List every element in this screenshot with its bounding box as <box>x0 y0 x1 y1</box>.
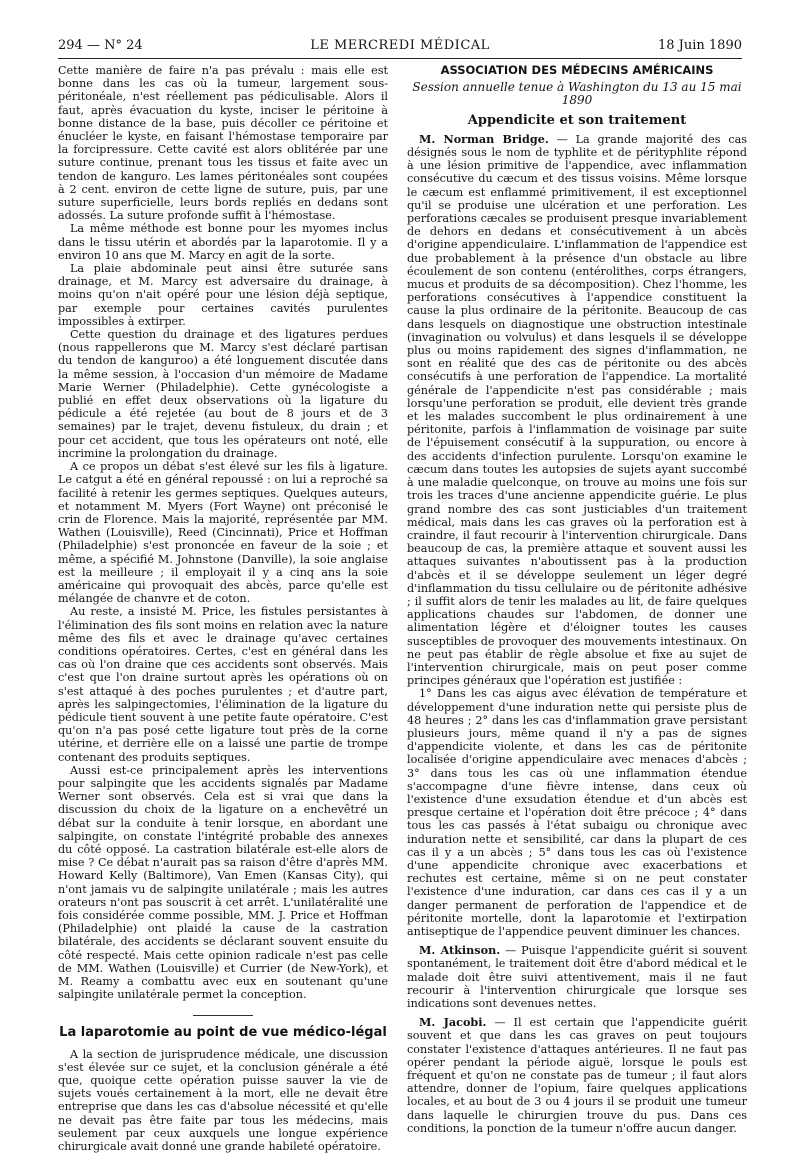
section-title: La laparotomie au point de vue médico-légal <box>59 1025 387 1041</box>
paragraph: Cette manière de faire n'a pas prévalu : mais elle est bonne dans les cas où la tumeur, largement sous-péritonéale, n'est réellement pas pédiculisable. Alors il faut, après évacuation du kyste, inciser le péritoine à bonne distance de la base, puis décoller ce péritoine et énucléer le kyste, en faisant l'hémostase temporaire par la forcipressure. Cette cavité est alors oblitérée par une suture continue, prenant tous les tissus et faite avec un tendon de kanguro. Les lames péritonéales sont coupées à 2 cent. environ de cette ligne de suture, puis, par une suture superficielle, leurs bords repliés en dedans sont adossés. La suture profonde suffit à l'hémostase. <box>58 64 388 223</box>
article-title: Appendicite et son traitement <box>467 112 687 128</box>
page-number: 294 — N° 24 <box>58 38 143 53</box>
paragraph: La plaie abdominale peut ainsi être suturée sans drainage, et M. Marcy est adversaire du drainage, à moins qu'on n'ait opéré pour une lésion déjà septique, par exemple pour certaines cavités purulentes impossibles à extirper. <box>58 262 388 328</box>
speaker-paragraph-atkinson <box>407 944 747 1010</box>
paragraph: La même méthode est bonne pour les myomes inclus dans le tissu utérin et abordés par la laparotomie. Il y a environ 10 ans que M. Marcy en agit de la sorte. <box>58 222 388 262</box>
page-header <box>58 36 742 56</box>
left-column <box>58 64 388 1153</box>
speaker-paragraph-jacobi <box>407 1016 747 1135</box>
speaker-text: — La grande majorité des cas désignés sous le nom de typhlite et de pérityphlite répond à une lésion primitive de l'appendice, avec inflammation consécutive du cæcum et des tissus voisins. Même lorsque le cæcum est enflammé primitivement, il est exceptionnel qu'il se produise une ulcération et une perforation. Les perforations cæcales se produisent presque invariablement de dehors en dedans et consécutivement à un abcès d'origine appendiculaire. L'inflammation de l'appendice est due probablement à la présence d'un obstacle au libre écoulement de son contenu (entérolithes, corps étrangers, mucus et produits de sa décomposition). Chez l'homme, les perforations consécutives à l'appendice constituent la cause la plus ordinaire de la péritonite. Beaucoup de cas dans lesquels on diagnostique une obstruction intestinale (invagination ou volvulus) et dans lesquels il se développe plus ou moins rapidement des signes d'inflammation, ne sont en réalité que des cas de péritonite ou des abcès consécutifs à une perforation de l'appendice. La mortalité générale de l'appendicite n'est pas considérable ; mais lorsqu'une perforation se produit, elle devient très grande et les malades succombent le plus ordinairement à une péritonite, parfois à l'inflammation de voisinage par suite de l'épuisement consécutif à la suppuration, ou encore à des accidents d'infection purulente. Lorsqu'on examine le cæcum dans toutes les autopsies de sujets ayant succombé à une maladie quelconque, on trouve au moins une fois sur trois les traces d'une ancienne appendicite guérie. Le plus grand nombre des cas sont justiciables d'un traitement médical, mais dans les cas graves où la perforation est à craindre, il faut recourir à l'intervention chirurgicale. Dans beaucoup de cas, la première attaque et souvent aussi les attaques suivantes n'aboutissent pas à la production d'abcès et il se développe seulement un léger degré d'inflammation du tissu cellulaire ou de péritonite adhésive ; il suffit alors de tenir les malades au lit, de faire quelques applications chaudes sur l'abdomen, de donner une alimentation légère et d'éloigner toutes les causes susceptibles de provoquer des mouvements intestinaux. On ne peut pas établir de règle absolue et fixe au sujet de l'intervention chirurgicale, mais on peut poser comme principes généraux que l'opération est justifiée : <box>407 132 747 688</box>
header-rule <box>58 58 742 59</box>
speaker-text: — Il est certain que l'appendicite guérit souvent et que dans les cas graves on peut toujours constater l'existence d'attaques antérieures. Il ne faut pas opérer pendant la période aiguë, lorsque le pouls est fréquent et qu'on ne constate pas de tumeur ; il faut alors attendre, donner de l'opium, faire quelques applications locales, et au bout de 3 ou 4 jours il se produit une tumeur dans laquelle le chirurgien trouve du pus. Dans ces conditions, la ponction de la tumeur n'offre aucun danger. <box>407 1016 747 1135</box>
association-heading: ASSOCIATION DES MÉDECINS AMÉRICAINS <box>440 63 714 77</box>
issue-date: 18 Juin 1890 <box>657 38 742 53</box>
paragraph: Aussi est-ce principalement après les interventions pour salpingite que les accidents signalés par Madame Werner sont observés. Cela est si vrai que dans la discussion du choix de la ligature on a enchevêtré un débat sur la conduite à tenir lorsque, en abordant une salpingite, on constate l'intégrité probable des annexes du côté opposé. La castration bilatérale est-elle alors de mise ? Ce débat n'aurait pas sa raison d'être d'après MM. Howard Kelly (Baltimore), Van Emen (Kansas City), qui n'ont jamais vu de salpingite unilatérale ; mais les autres orateurs n'ont pas souscrit à cet arrêt. L'unilatéralité une fois considérée comme possible, MM. J. Price et Hoffman (Philadelphie) ont plaidé la cause de la castration bilatérale, des accidents se déclarant souvent ensuite du côté respecté. Mais cette opinion radicale n'est pas celle de MM. Wathen (Louisville) et Currier (de New-York), et M. Reamy a combattu avec eux en soutenant qu'une salpingite unilatérale permet la conception. <box>58 763 388 1002</box>
session-subheading: Session annuelle tenue à Washington du 13 au 15 mai 1890 <box>412 80 742 108</box>
speaker-text: — Puisque l'appendicite guérit si souvent spontanément, le traitement doit être d'abord médical et le malade doit être suivi attentivement, mais il ne faut recourir à l'intervention chirurgicale que lorsque ses indications sont devenues nettes. <box>407 944 748 1011</box>
paragraph: A la section de jurisprudence médicale, une discussion s'est élevée sur ce sujet, et la conclusion générale a été que, quoique cette opération puisse sauver la vie de sujets voués certainement à la mort, elle ne devait être entreprise que dans les cas d'absolue nécessité et qu'elle ne devait pas être faite par tous les médecins, mais seulement par ceux auxquels une longue expérience chirurgicale avait donné une grande habileté opératoire. <box>58 1047 388 1153</box>
speaker-name: M. Jacobi. <box>419 1015 487 1030</box>
speaker-name: M. Atkinson. <box>419 943 501 958</box>
journal-title: LE MERCREDI MÉDICAL <box>310 38 490 53</box>
right-column <box>407 63 748 1135</box>
paragraph: Cette question du drainage et des ligatures perdues (nous rappellerons que M. Marcy s'est déclaré partisan du tendon de kanguroo) a été longuement discutée dans la même session, à l'occasion d'un mémoire de Madame Marie Werner (Philadelphie). Cette gynécologiste a publié en effet deux observations où la ligature du pédicule a été rejetée (au bout de 8 jours et de 3 semaines) par le trajet, devenu fistuleux, du drain ; et pour cet accident, que tous les opérateurs ont noté, elle incrimine la prolongation du drainage. <box>58 328 388 460</box>
speaker-name: M. Norman Bridge. <box>419 131 549 146</box>
indications-list: 1° Dans les cas aigus avec élévation de température et développement d'une induration nette qui persiste plus de 48 heures ; 2° dans les cas d'inflammation grave persistant plusieurs jours, même quand il n'y a pas de signes d'appendicite violente, et dans les cas de péritonite localisée d'origine appendiculaire avec menaces d'abcès ; 3° dans tous les cas où une inflammation étendue s'accompagne d'une fièvre intense, dans ceux où l'existence d'une exsudation étendue et d'un abcès est presque certaine et l'opération doit être précoce ; 4° dans tous les cas passés à l'état subaigu ou chronique avec induration nette et sensibilité, car dans la plupart de ces cas il y a un abcès ; 5° dans tous les cas où l'existence d'une appendicite chronique avec exacerbations et rechutes est certaine, même si on ne peut constater l'existence d'une induration, car dans ces cas il y a un danger permanent de perforation de l'appendice et de péritonite mortelle, dont la laparotomie et l'extirpation antiseptique de l'appendice peuvent diminuer les chances. <box>407 687 747 938</box>
speaker-paragraph-bridge <box>407 133 747 688</box>
paragraph: Au reste, a insisté M. Price, les fistules persistantes à l'élimination des fils sont moins en relation avec la nature même des fils et avec le drainage qu'avec certaines conditions opératoires. Certes, c'est en général dans les cas où l'on draine que ces accidents sont observés. Mais c'est que l'on draine surtout après les opérations où on s'est attaqué à des poches purulentes ; et d'autre part, après les salpingectomies, l'élimination de la ligature du pédicule tient souvent à une petite faute opératoire. C'est qu'on n'a pas posé cette ligature tout près de la corne utérine, et derrière elle on a laissé une partie de trompe contenant des produits septiques. <box>58 605 388 764</box>
paragraph: A ce propos un débat s'est élevé sur les fils à ligature. Le catgut a été en général repoussé : on lui a reproché sa facilité à retenir les germes septiques. Quelques auteurs, et notamment M. Myers (Fort Wayne) ont préconisé le crin de Florence. Mais la majorité, représentée par MM. Wathen (Louisville), Reed (Cincinnati), Price et Hoffman (Philadelphie) s'est prononcée en faveur de la soie ; et même, a spécifié M. Johnstone (Danville), la soie anglaise est la meilleure ; il employait il y a cinq ans la soie américaine qui provoquait des abcès, parce qu'elle est mélangée de chanvre et de coton. <box>58 460 388 606</box>
section-divider <box>193 1015 253 1016</box>
